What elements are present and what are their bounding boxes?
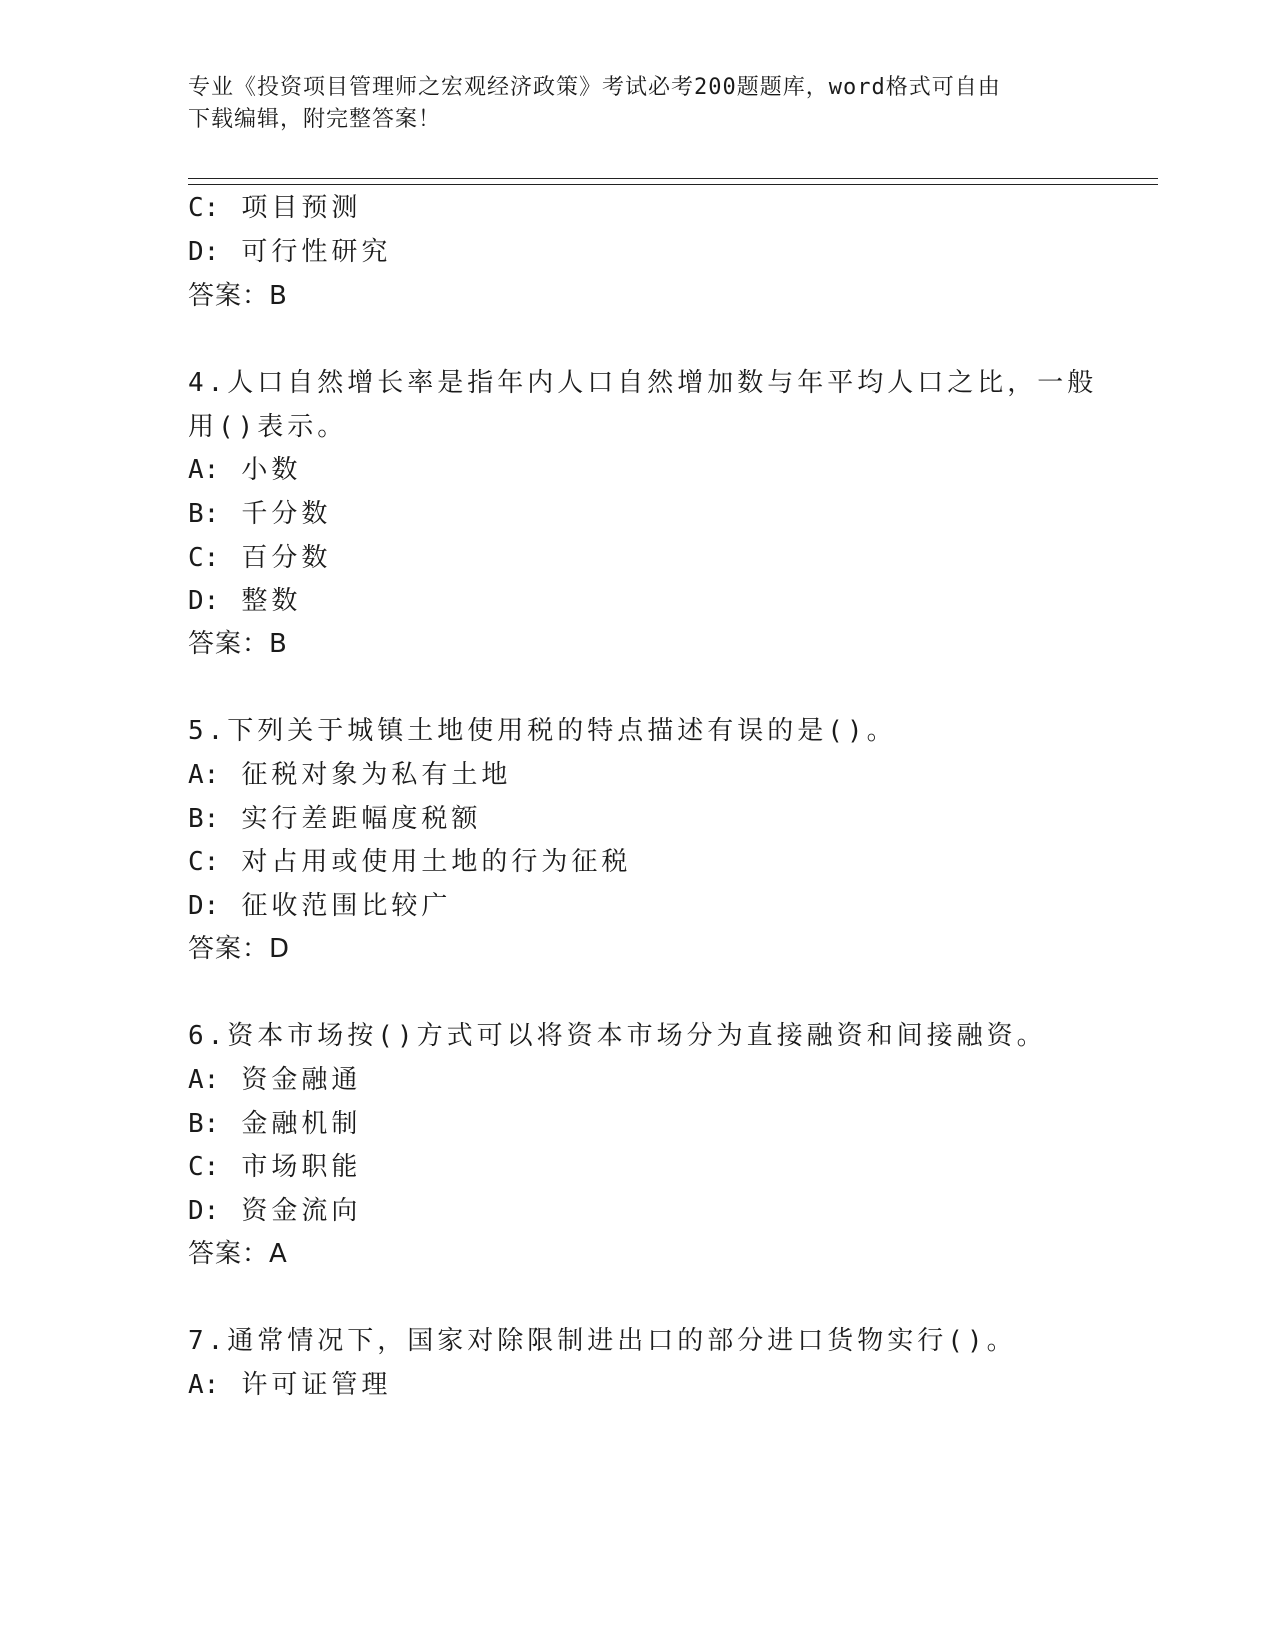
question-stem: 7.通常情况下，国家对除限制进出口的部分进口货物实行()。	[188, 1326, 1017, 1356]
option-line: D: 可行性研究	[188, 237, 392, 267]
question-stem: 用()表示。	[188, 412, 348, 442]
option-line: A: 小数	[188, 455, 302, 485]
answer-line: 答案：D	[188, 934, 291, 964]
option-line: D: 征收范围比较广	[188, 891, 452, 921]
option-line: A: 征税对象为私有土地	[188, 760, 512, 790]
option-line: C: 百分数	[188, 543, 332, 573]
option-line: C: 项目预测	[188, 193, 362, 223]
header-divider-top	[188, 178, 1158, 179]
option-line: D: 整数	[188, 586, 302, 616]
document-header	[188, 72, 1068, 136]
option-line: A: 资金融通	[188, 1065, 362, 1095]
option-line: C: 市场职能	[188, 1152, 362, 1182]
question-stem: 4.人口自然增长率是指年内人口自然增加数与年平均人口之比，一般	[188, 368, 1098, 398]
option-line: D: 资金流向	[188, 1196, 362, 1226]
header-line-1: 专业《投资项目管理师之宏观经济政策》考试必考200题题库，word格式可自由	[188, 75, 1001, 100]
question-stem: 6.资本市场按()方式可以将资本市场分为直接融资和间接融资。	[188, 1021, 1047, 1051]
option-line: B: 金融机制	[188, 1109, 362, 1139]
option-line: B: 千分数	[188, 499, 332, 529]
answer-line: 答案：B	[188, 629, 288, 659]
question-stem: 5.下列关于城镇土地使用税的特点描述有误的是()。	[188, 716, 897, 746]
option-line: A: 许可证管理	[188, 1370, 392, 1400]
option-line: C: 对占用或使用土地的行为征税	[188, 847, 632, 877]
header-divider-bottom	[188, 184, 1158, 185]
header-line-2: 下载编辑，附完整答案！	[188, 107, 442, 132]
answer-line: 答案：A	[188, 1239, 288, 1269]
option-line: B: 实行差距幅度税额	[188, 804, 482, 834]
answer-line: 答案：B	[188, 281, 288, 311]
